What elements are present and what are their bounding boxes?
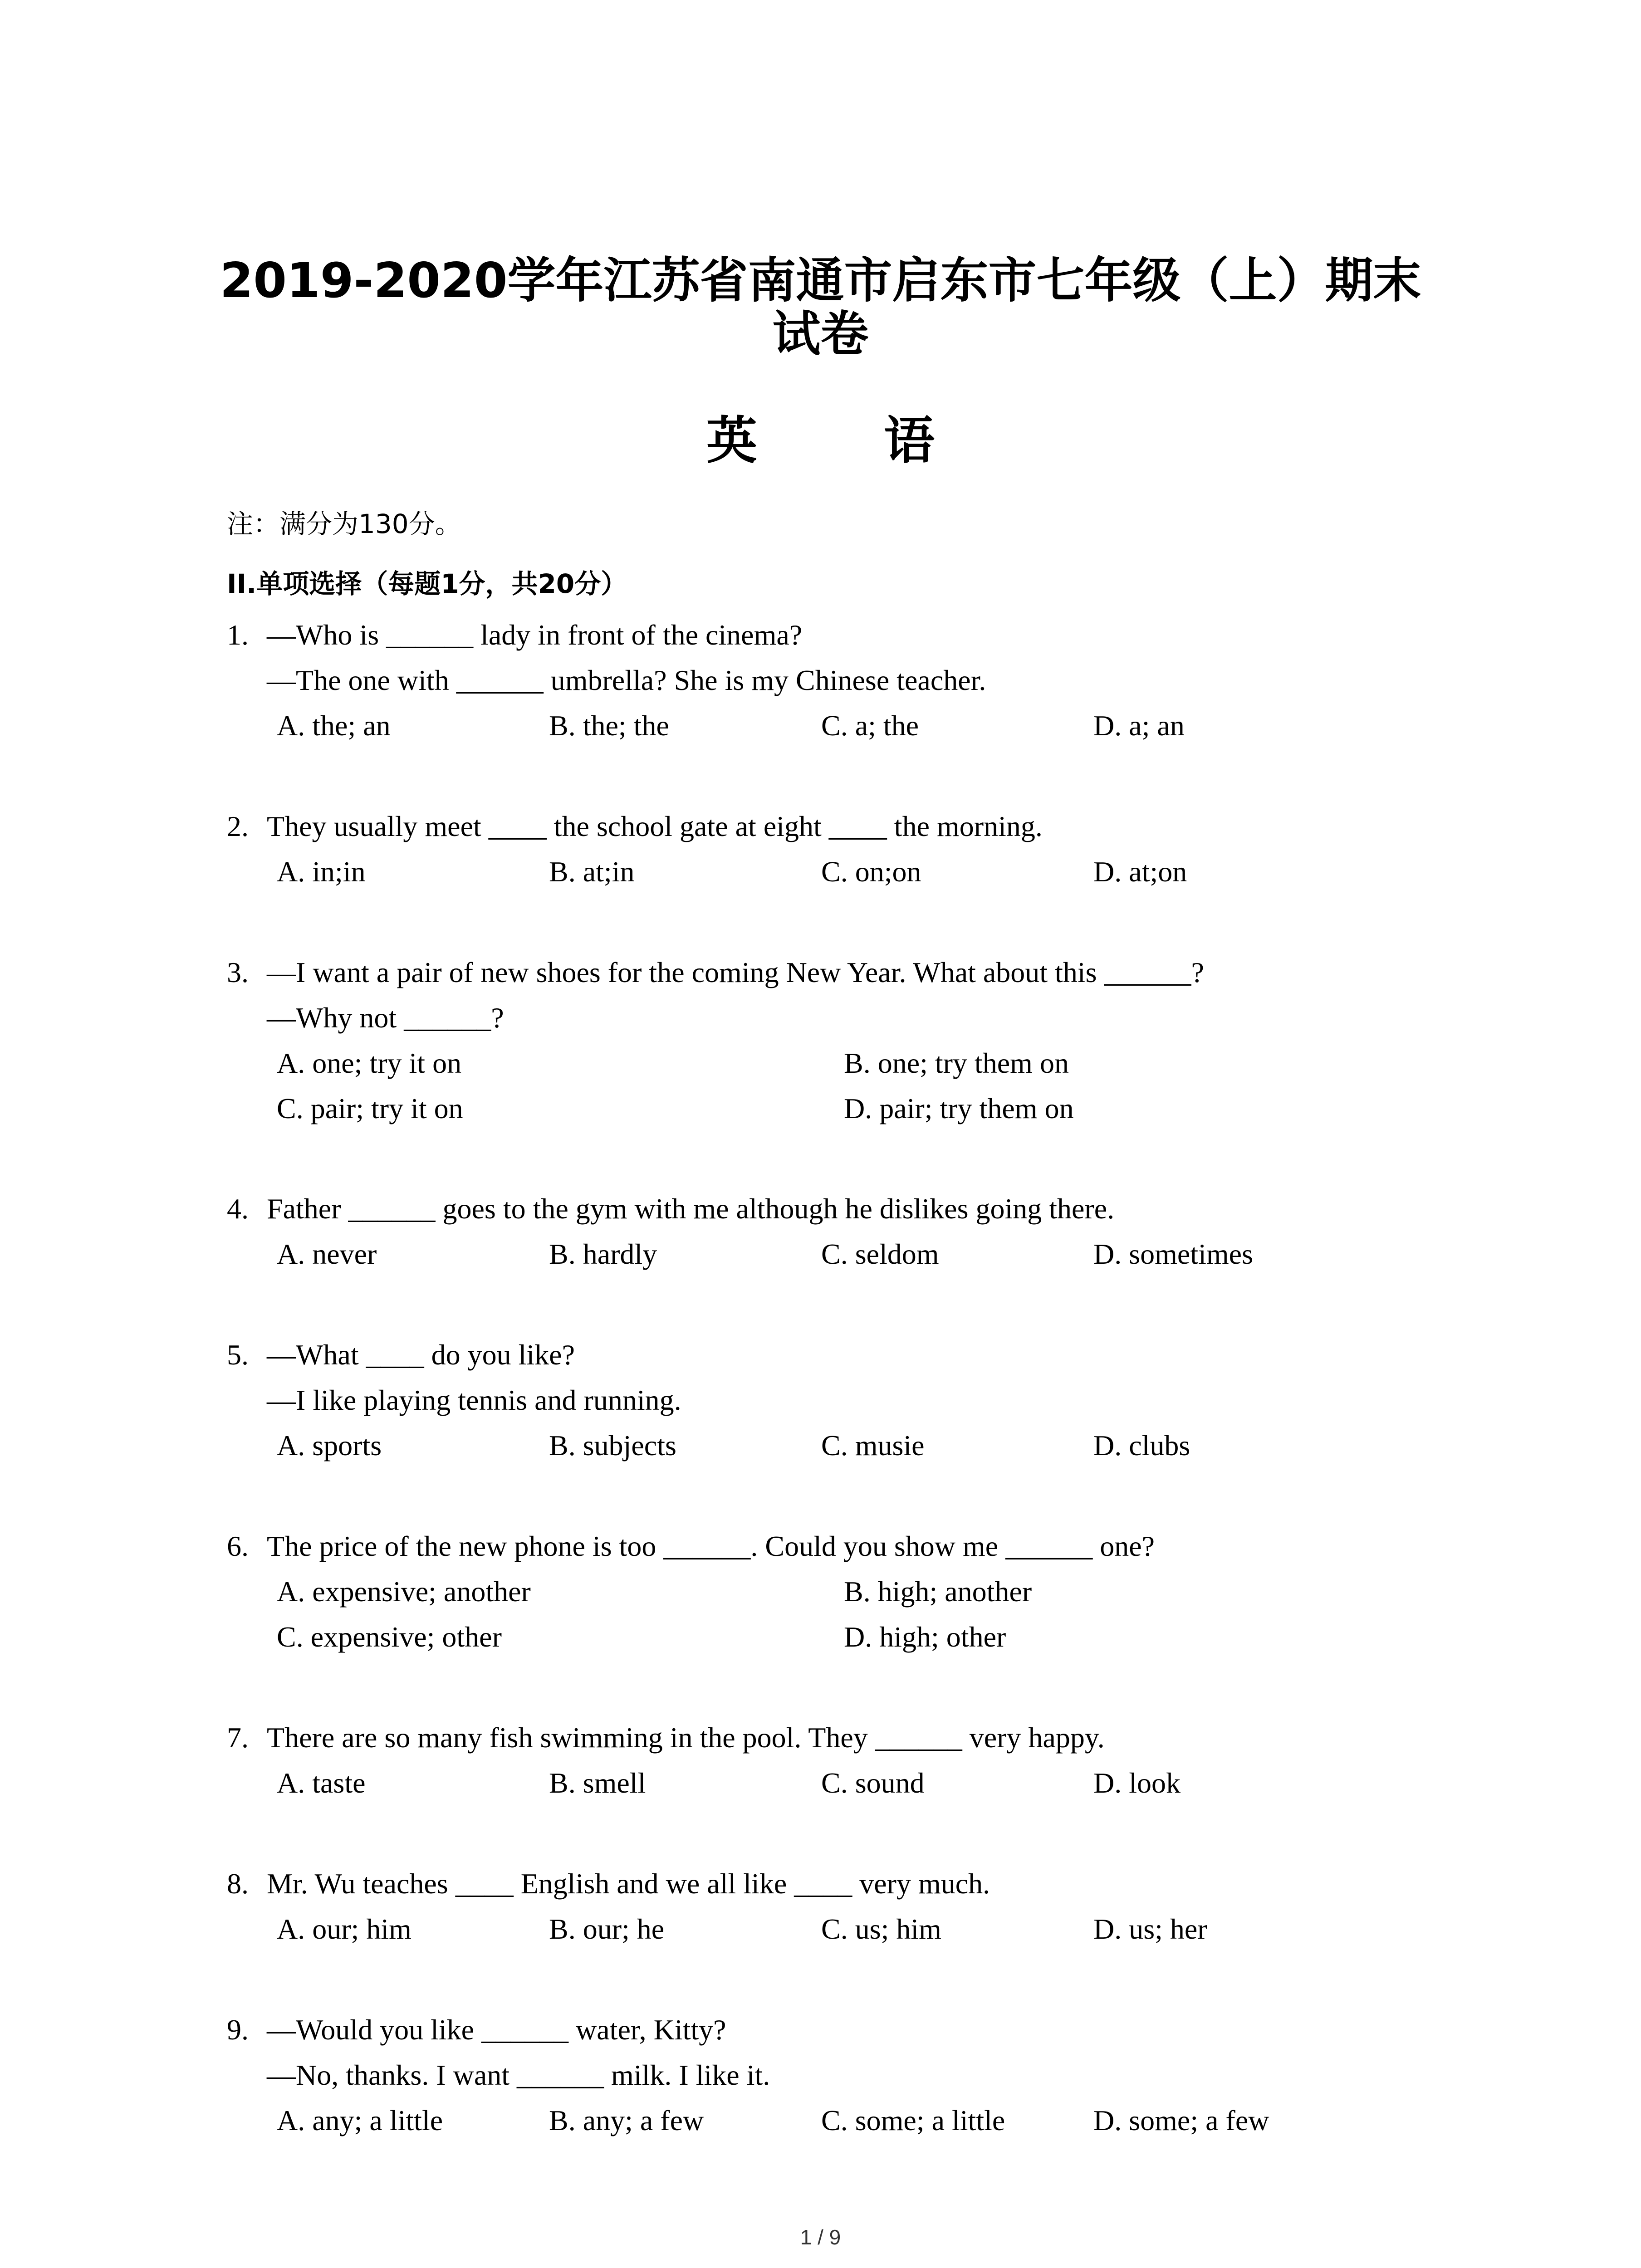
question-stem <box>227 950 1452 995</box>
question-text: —The one with ______ umbrella? She is my Chinese teacher. <box>267 664 986 696</box>
option-a: A. our; him <box>277 1913 411 1945</box>
option-d: D. a; an <box>1093 709 1185 742</box>
question-6 <box>227 1524 1452 1660</box>
option-b: B. high; another <box>844 1575 1032 1608</box>
option-a: A. taste <box>277 1767 366 1799</box>
question-text: Father ______ goes to the gym with me although he dislikes going there. <box>267 1193 1115 1225</box>
options-row <box>227 1041 1452 1086</box>
question-text: —I want a pair of new shoes for the coming New Year. What about this ______? <box>267 956 1204 988</box>
option-a: A. the; an <box>277 709 391 742</box>
question-5 <box>227 1332 1452 1468</box>
option-a: A. never <box>277 1238 377 1270</box>
question-stem <box>227 1715 1452 1760</box>
section-heading: II.单项选择（每题1分，共20分） <box>227 568 627 599</box>
option-a: A. sports <box>277 1429 382 1461</box>
question-number: 7. <box>227 1721 249 1754</box>
option-d: D. us; her <box>1093 1913 1207 1945</box>
option-b: B. any; a few <box>549 2104 704 2136</box>
options-row <box>227 1423 1452 1468</box>
question-text: They usually meet ____ the school gate at eight ____ the morning. <box>267 810 1043 842</box>
question-text: There are so many fish swimming in the pool. They ______ very happy. <box>267 1721 1105 1754</box>
question-text: —Why not ______? <box>267 1002 504 1034</box>
options-row <box>227 2098 1452 2143</box>
option-b: B. hardly <box>549 1238 657 1270</box>
question-stem <box>227 1861 1452 1906</box>
option-d: D. clubs <box>1093 1429 1190 1461</box>
option-c: C. on;on <box>821 855 921 888</box>
option-b: B. smell <box>549 1767 646 1799</box>
option-c: C. a; the <box>821 709 919 742</box>
question-text: —Would you like ______ water, Kitty? <box>267 2014 726 2046</box>
question-3 <box>227 950 1452 1131</box>
option-a: A. one; try it on <box>277 1047 462 1079</box>
option-c: C. seldom <box>821 1238 939 1270</box>
exam-title-line-2: 试卷 <box>772 306 869 362</box>
options-row <box>227 1614 1452 1660</box>
option-a: A. in;in <box>277 855 366 888</box>
options-row <box>227 849 1452 894</box>
question-8 <box>227 1861 1452 1952</box>
option-c: C. sound <box>821 1767 925 1799</box>
question-stem <box>227 1524 1452 1569</box>
question-text: The price of the new phone is too ______. Could you show me ______ one? <box>267 1530 1155 1562</box>
options-row <box>227 1086 1452 1131</box>
option-b: B. the; the <box>549 709 669 742</box>
score-note: 注：满分为130分。 <box>227 508 461 539</box>
option-d: D. pair; try them on <box>844 1092 1074 1124</box>
exam-title-line-1: 2019-2020学年江苏省南通市启东市七年级（上）期末 <box>220 253 1421 308</box>
question-stem <box>227 804 1452 849</box>
option-b: B. subjects <box>549 1429 676 1461</box>
option-d: D. high; other <box>844 1621 1006 1653</box>
question-text: Mr. Wu teaches ____ English and we all like ____ very much. <box>267 1867 990 1900</box>
question-number: 1. <box>227 619 249 651</box>
question-number: 5. <box>227 1339 249 1371</box>
page-number: 1 / 9 <box>800 2225 841 2249</box>
option-b: B. at;in <box>549 855 635 888</box>
options-row <box>227 703 1452 748</box>
question-number: 8. <box>227 1867 249 1900</box>
option-c: C. musie <box>821 1429 925 1461</box>
option-a: A. expensive; another <box>277 1575 531 1608</box>
options-row <box>227 1232 1452 1277</box>
question-1 <box>227 612 1452 748</box>
question-2 <box>227 804 1452 894</box>
option-d: D. sometimes <box>1093 1238 1253 1270</box>
question-7 <box>227 1715 1452 1806</box>
question-number: 3. <box>227 956 249 988</box>
option-d: D. look <box>1093 1767 1181 1799</box>
option-c: C. expensive; other <box>277 1621 502 1653</box>
question-stem <box>227 1332 1452 1378</box>
question-number: 2. <box>227 810 249 842</box>
option-b: B. our; he <box>549 1913 665 1945</box>
question-text: —No, thanks. I want ______ milk. I like it. <box>267 2059 770 2091</box>
subject-title: 英 语 <box>706 411 989 470</box>
option-a: A. any; a little <box>277 2104 443 2136</box>
option-c: C. pair; try it on <box>277 1092 463 1124</box>
options-row <box>227 1569 1452 1614</box>
option-d: D. some; a few <box>1093 2104 1269 2136</box>
question-number: 6. <box>227 1530 249 1562</box>
question-stem <box>227 612 1452 658</box>
question-stem <box>227 2007 1452 2053</box>
option-d: D. at;on <box>1093 855 1187 888</box>
option-c: C. us; him <box>821 1913 941 1945</box>
question-text: —What ____ do you like? <box>267 1339 575 1371</box>
options-row <box>227 1906 1452 1952</box>
question-number: 4. <box>227 1193 249 1225</box>
question-stem <box>227 1186 1452 1232</box>
question-9 <box>227 2007 1452 2143</box>
options-row <box>227 1760 1452 1806</box>
question-text: —Who is ______ lady in front of the cinema? <box>267 619 803 651</box>
option-b: B. one; try them on <box>844 1047 1069 1079</box>
question-number: 9. <box>227 2014 249 2046</box>
question-4 <box>227 1186 1452 1277</box>
question-text: —I like playing tennis and running. <box>267 1384 681 1416</box>
option-c: C. some; a little <box>821 2104 1005 2136</box>
